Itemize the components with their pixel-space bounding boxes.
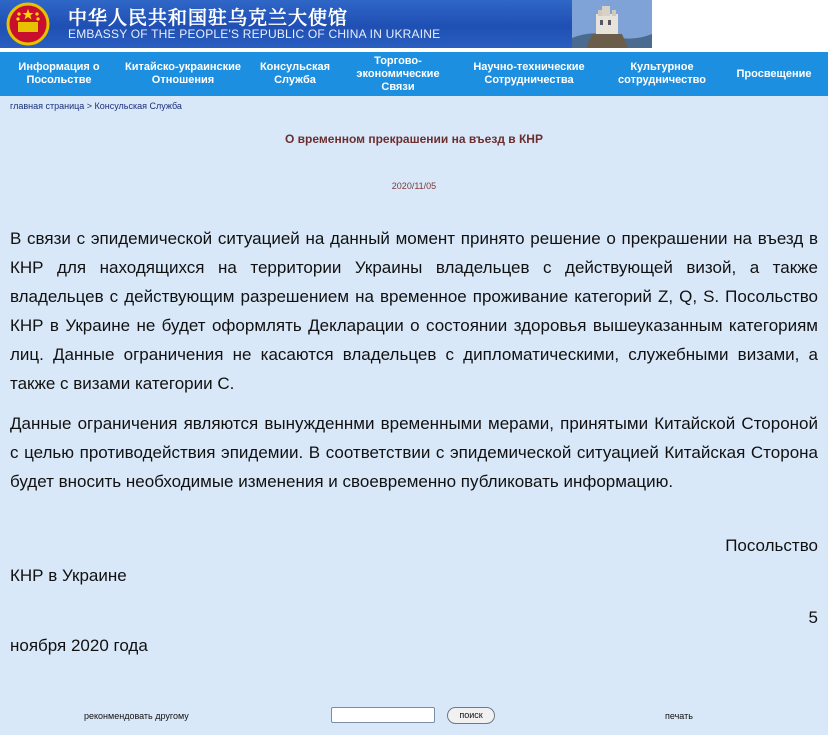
breadcrumb-separator: >	[84, 101, 95, 111]
main-content	[0, 96, 828, 735]
print-link[interactable]: печать	[665, 711, 693, 721]
signature-country: КНР в Украине	[10, 566, 127, 585]
nav-item-embassy-info[interactable]: Информация о Посольстве	[18, 61, 100, 86]
signature-date: ноября 2020 года	[10, 636, 148, 655]
article-paragraph: Данные ограничения являются вынужденнми временными мерами, принятыми Китайской Стороной с целью противодействия эпидемии. В соответствии с эпидемической ситуацией Китайская Сторона будет вносить необходимые изменения и своевременно публиковать информацию.	[10, 414, 818, 491]
publication-date: 2020/11/05	[391, 181, 437, 191]
search-button[interactable]: поиск	[447, 707, 495, 724]
signature-embassy: Посольство	[725, 536, 818, 555]
header-title-chinese: 中华人民共和国驻乌克兰大使馆	[68, 7, 349, 29]
nav-item-china-ukraine-relations[interactable]: Китайско-украинские Отношения	[125, 61, 241, 86]
breadcrumb-home-link[interactable]: главная страница	[10, 101, 85, 111]
breadcrumb-consular-link[interactable]: Консульская Служба	[94, 101, 182, 111]
castle-image	[572, 0, 652, 48]
nav-item-science-tech[interactable]: Научно-технические Сотрудничества	[473, 61, 585, 86]
national-emblem-icon	[6, 2, 50, 46]
main-navigation	[0, 52, 828, 96]
breadcrumb	[10, 101, 182, 111]
nav-item-trade-economic[interactable]: Торгово- экономические Связи	[356, 54, 440, 93]
recommend-link[interactable]: реконмендовать другому	[84, 711, 189, 721]
nav-item-consular-service[interactable]: Консульская Служба	[259, 61, 331, 86]
page-title: О временном прекрашении на въезд в КНР	[285, 132, 543, 146]
nav-item-education[interactable]: Просвещение	[736, 67, 812, 80]
header-title-english: EMBASSY OF THE PEOPLE'S REPUBLIC OF CHINA IN UKRAINE	[68, 27, 441, 41]
search-input[interactable]	[331, 707, 435, 723]
article-body	[10, 224, 818, 507]
nav-item-cultural-cooperation[interactable]: Культурное сотрудничество	[618, 61, 706, 86]
header-banner	[0, 0, 652, 48]
article-paragraph: В связи с эпидемической ситуацией на данный момент принято решение о прекрашении на въезд в КНР для находящихся на территории Украины владельцев с действующей визой, а также владельцев с действующим разрешением на временное проживание категорий Z, Q, S. Посольство КНР в Украине не будет оформлять Декларации о состоянии здоровья вышеуказанным категориям лиц. Данные ограничения не касаются владельцев с дипломатическими, служебными визами, а также с визами категории C.	[10, 229, 818, 393]
signature-day: 5	[808, 608, 818, 627]
